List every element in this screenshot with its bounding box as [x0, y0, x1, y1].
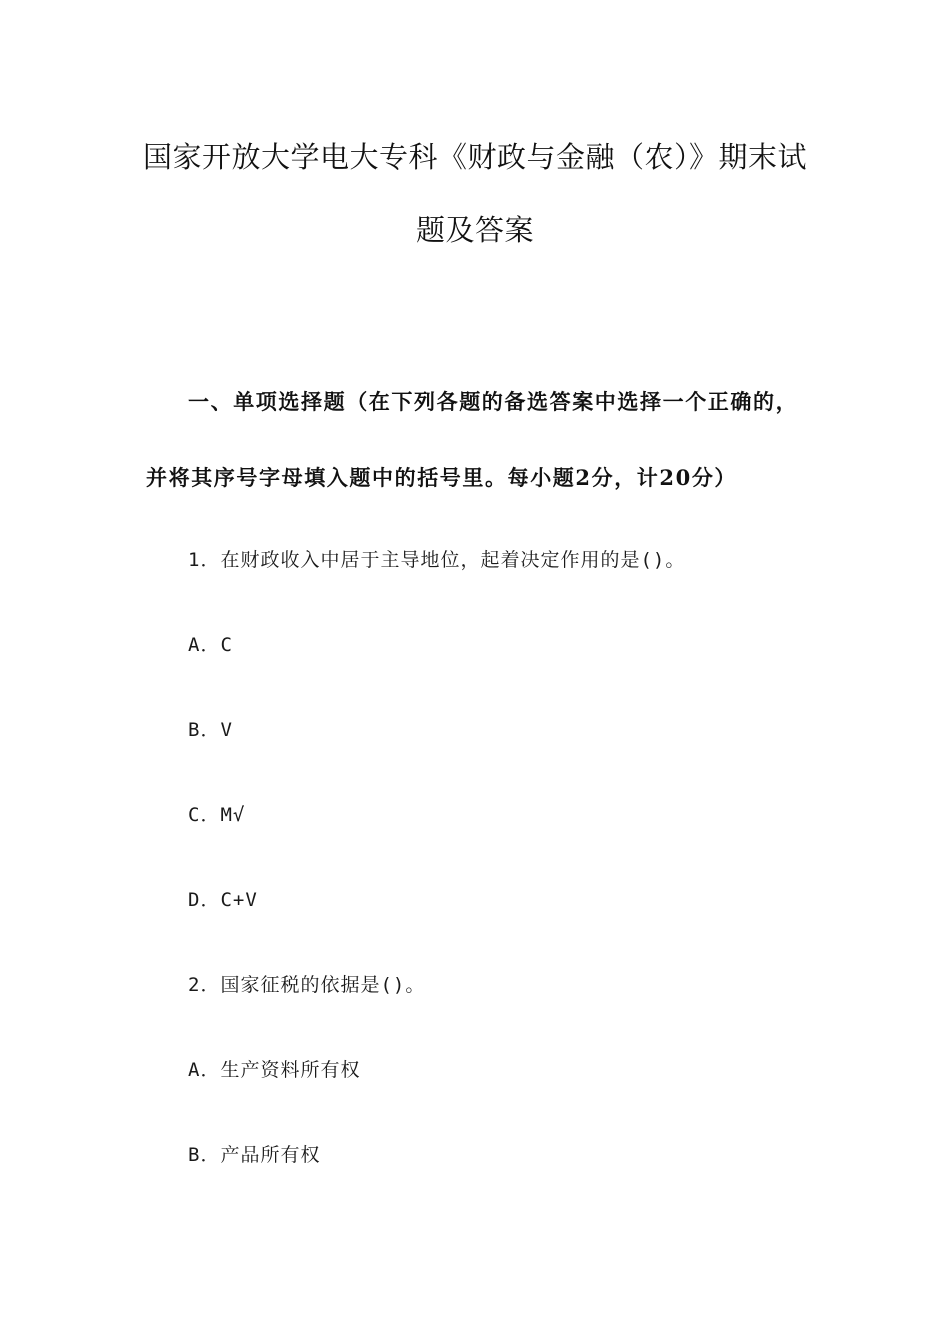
document-title-line-1: 国家开放大学电大专科《财政与金融（农）》期末试 [142, 140, 807, 174]
section-heading-line-1: 一、单项选择题（在下列各题的备选答案中选择一个正确的， [188, 389, 799, 414]
question-2-stem: 2．国家征税的依据是()。 [188, 974, 426, 996]
question-2-option-b: B．产品所有权 [188, 1144, 321, 1166]
section-heading-line-2: 并将其序号字母填入题中的括号里。每小题2分，计20分） [146, 465, 738, 490]
question-2-option-a: A．生产资料所有权 [188, 1059, 361, 1081]
document-title-line-2: 题及答案 [415, 213, 534, 247]
question-1-option-d: D．C+V [188, 889, 258, 911]
question-1-option-a: A．C [188, 634, 233, 656]
question-1-option-b: B．V [188, 719, 233, 741]
question-1-option-c: C．M√ [188, 804, 246, 826]
question-1-stem: 1．在财政收入中居于主导地位，起着决定作用的是()。 [188, 549, 686, 571]
